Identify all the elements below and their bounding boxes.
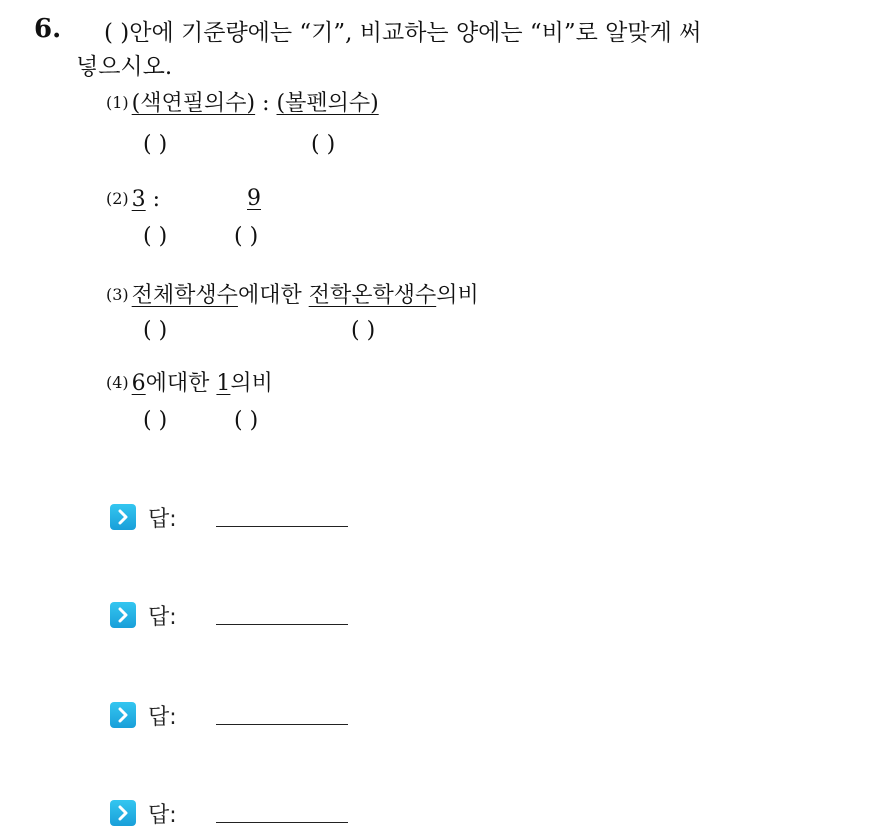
answer-row [110, 598, 177, 632]
answer-label: 답: [148, 802, 177, 828]
blank-paren[interactable]: ( ) [234, 408, 259, 433]
answer-input-line[interactable] [216, 724, 348, 725]
blank-paren[interactable]: ( ) [143, 408, 168, 433]
item-first-term: 3 [131, 187, 146, 212]
blank-paren[interactable]: ( ) [143, 224, 168, 249]
item-second-term: 9 [247, 186, 261, 211]
answer-row [110, 500, 177, 534]
item-label: (3) [106, 285, 129, 304]
blank-paren[interactable]: ( ) [311, 132, 336, 157]
blank-paren[interactable]: ( ) [143, 318, 168, 343]
answer-input-line[interactable] [216, 822, 348, 823]
blank-paren[interactable]: ( ) [351, 318, 376, 343]
item-tail: 의비 [436, 283, 479, 308]
chevron-right-icon [110, 602, 136, 628]
item-label: (2) [106, 189, 129, 208]
chevron-right-icon [110, 800, 136, 826]
blank-paren[interactable]: ( ) [234, 224, 259, 249]
item-second-term: 1 [216, 371, 231, 396]
item-separator: 에대한 [145, 371, 217, 396]
question-text-line1: ( )안에 기준량에는 “기”, 비교하는 양에는 “비”로 알맞게 써 [104, 20, 702, 46]
answer-input-line[interactable] [216, 526, 348, 527]
answer-row [110, 796, 177, 830]
item-1 [106, 88, 379, 119]
item-label: (1) [106, 93, 129, 112]
item-3 [106, 280, 479, 311]
answer-row [110, 698, 177, 732]
item-first-term: 전체학생수 [131, 283, 238, 308]
item-separator: 에대한 [237, 283, 309, 308]
item-label: (4) [106, 373, 129, 392]
item-second-term: 전학온학생수 [308, 283, 437, 308]
item-4 [106, 368, 273, 399]
question-text-line2: 넣으시오. [76, 54, 173, 80]
blank-paren[interactable]: ( ) [143, 132, 168, 157]
answer-label: 답: [148, 604, 177, 630]
item-first-term: (색연필의수) [131, 91, 256, 116]
item-2 [106, 184, 160, 215]
item-2-second [247, 184, 261, 214]
item-first-term: 6 [131, 371, 146, 396]
item-second-term: (볼펜의수) [276, 91, 379, 116]
item-separator: : [145, 187, 161, 212]
answer-input-line[interactable] [216, 624, 348, 625]
chevron-right-icon [110, 504, 136, 530]
answer-label: 답: [148, 506, 177, 532]
answer-label: 답: [148, 704, 177, 730]
question-number: 6. [34, 14, 62, 44]
item-separator: : [255, 91, 277, 116]
chevron-right-icon [110, 702, 136, 728]
item-tail: 의비 [230, 371, 273, 396]
